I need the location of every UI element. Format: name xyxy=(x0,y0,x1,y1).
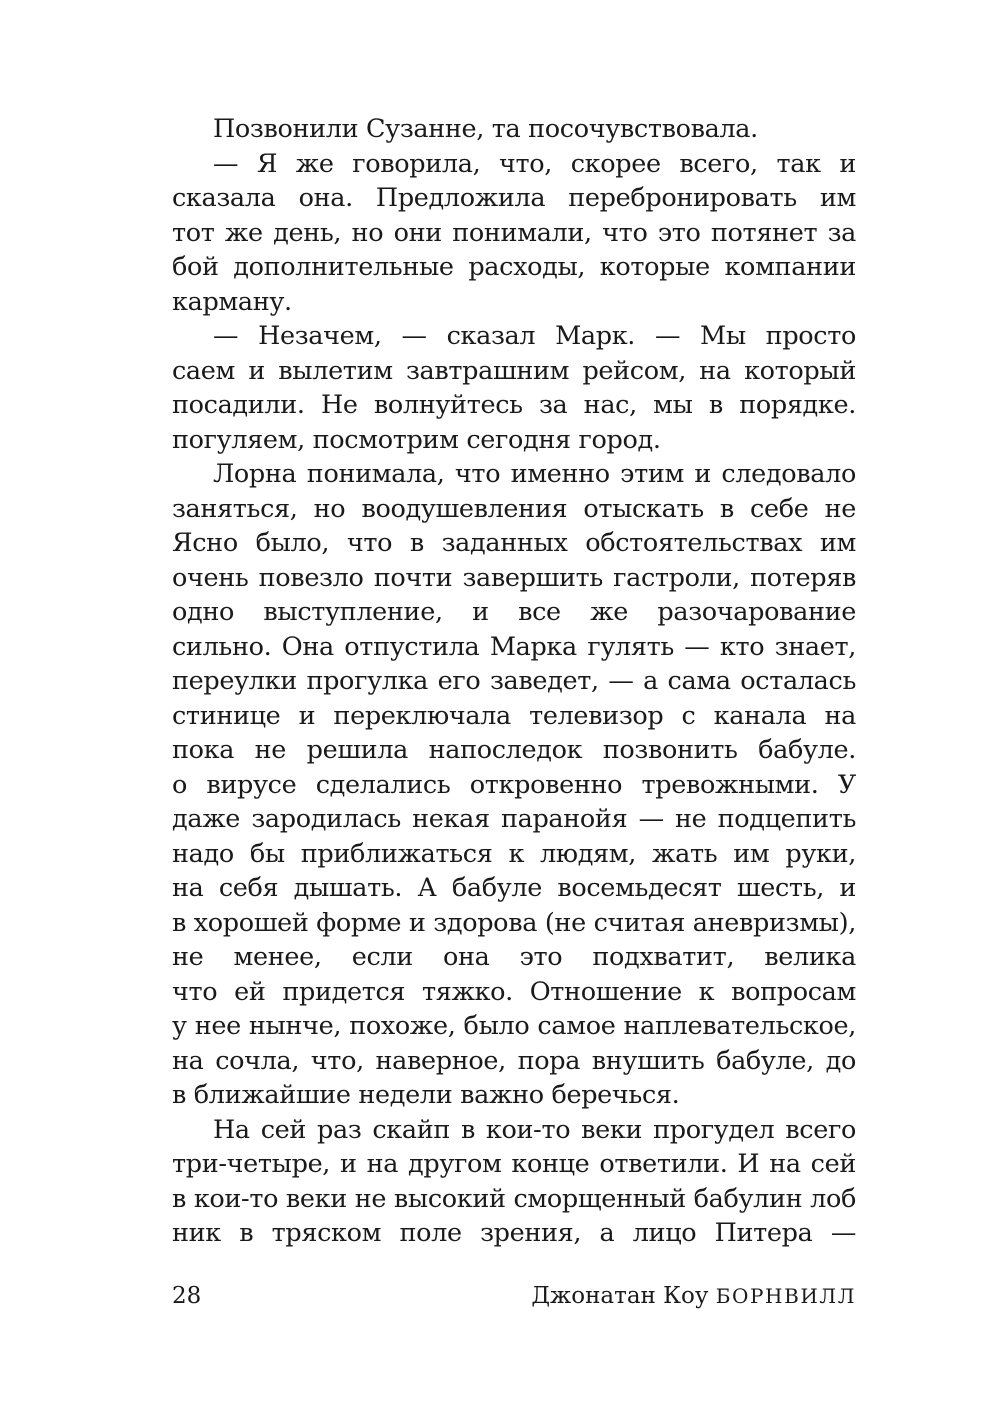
text-line: Позвонили Сузанне, та посочувствовала. xyxy=(213,114,758,144)
text-line: надо бы приближаться к людям, жать им руки, xyxy=(172,838,856,869)
text-line: Лорна понимала, что именно этим и следовало xyxy=(213,459,856,489)
running-head xyxy=(531,1280,856,1312)
text-line: у нее нынче, похоже, было самое наплевательское, xyxy=(172,1011,856,1041)
text-line: даже зародилась некая паранойя — не подцепить xyxy=(172,804,856,834)
text-line: сказала она. Предложила перебронировать им xyxy=(172,183,856,213)
text-line: заняться, но воодушевления отыскать в себе не xyxy=(172,493,856,524)
text-line: карману. xyxy=(172,286,292,317)
text-line: о вирусе сделались откровенно тревожными. У xyxy=(172,769,856,800)
text-line: одно выступление, и все же разочарование xyxy=(172,597,856,627)
text-line: саем и вылетим завтрашним рейсом, на который xyxy=(172,355,856,386)
text-line: три-четыре, и на другом конце ответили. И на сей xyxy=(172,1149,856,1179)
text-line: в ближайшие недели важно беречься. xyxy=(172,1080,680,1110)
text-line: — Незачем, — сказал Марк. — Мы просто xyxy=(213,321,856,351)
text-line: в кои-то веки не высокий сморщенный бабулин лоб xyxy=(172,1183,856,1214)
text-line: посадили. Не волнуйтесь за нас, мы в порядке. xyxy=(172,390,856,420)
text-line: на сочла, что, наверное, пора внушить бабуле, до xyxy=(172,1045,856,1076)
text-line: тот же день, но они понимали, что это потянет за xyxy=(172,217,856,248)
text-line: ник в тряском поле зрения, а лицо Питера — xyxy=(172,1218,856,1248)
page-number: 28 xyxy=(172,1283,202,1309)
text-line: что ей придется тяжко. Отношение к вопросам xyxy=(172,976,856,1007)
text-line: не менее, если она это подхватит, велика xyxy=(172,942,856,972)
text-line: — Я же говорила, что, скорее всего, так и xyxy=(213,148,856,179)
text-line: Ясно было, что в заданных обстоятельствах им xyxy=(172,528,856,558)
author-name: Джонатан Коу xyxy=(531,1283,709,1309)
text-line: переулки прогулка его заведет, — а сама осталась xyxy=(172,666,856,696)
text-line: очень повезло почти завершить гастроли, потеряв xyxy=(172,562,856,593)
body-text xyxy=(172,112,856,1251)
text-line: на себя дышать. А бабуле восемьдесят шесть, и xyxy=(172,873,856,903)
text-line: сильно. Она отпустила Марка гулять — кто знает, xyxy=(172,631,856,662)
text-line: пока не решила напоследок позвонить бабуле. xyxy=(172,735,856,765)
book-title: БОРНВИЛЛ xyxy=(715,1284,856,1308)
page-footer xyxy=(172,1280,856,1312)
text-line: бой дополнительные расходы, которые компании xyxy=(172,252,856,282)
text-line: стинице и переключала телевизор с канала на xyxy=(172,700,856,731)
text-line: погуляем, посмотрим сегодня город. xyxy=(172,424,661,455)
text-line: в хорошей форме и здорова (не считая аневризмы), xyxy=(172,907,856,938)
text-line: На сей раз скайп в кои-то веки прогудел всего xyxy=(213,1114,856,1145)
